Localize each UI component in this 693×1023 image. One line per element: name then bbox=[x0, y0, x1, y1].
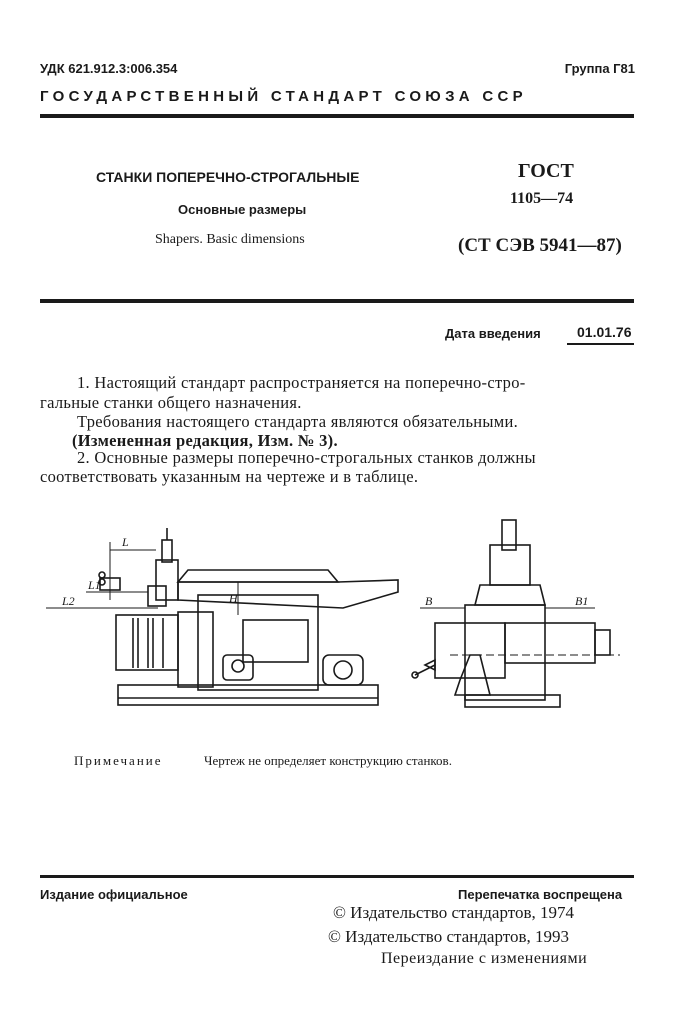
intro-date-label: Дата введения bbox=[445, 326, 541, 341]
top-rule bbox=[40, 114, 634, 118]
date-underline bbox=[567, 343, 634, 345]
official-edition: Издание официальное bbox=[40, 887, 188, 902]
dimension-label-h: H bbox=[229, 591, 238, 605]
paragraph-1-line-2: гальные станки общего назначения. bbox=[40, 393, 302, 412]
note-text: Чертеж не определяет конструкцию станков. bbox=[204, 753, 452, 768]
copyright-1993: © Издательство стандартов, 1993 bbox=[328, 927, 569, 946]
paragraph-3-line-1: 2. Основные размеры поперечно-строгальных станков должны bbox=[77, 448, 536, 467]
group-code: Группа Г81 bbox=[564, 61, 635, 76]
amendment-note: (Измененная редакция, Изм. № 3). bbox=[72, 431, 338, 450]
document-title: СТАНКИ ПОПЕРЕЧНО-СТРОГАЛЬНЫЕ bbox=[96, 169, 360, 185]
paragraph-2: Требования настоящего стандарта являются обязательными. bbox=[77, 412, 519, 431]
paragraph-3-line-2: соответствовать указанным на чертеже и в таблице. bbox=[40, 467, 419, 486]
sev-reference: (СТ СЭВ 5941—87) bbox=[458, 235, 622, 256]
dimension-label-l2: L2 bbox=[62, 594, 75, 608]
document-subtitle: Основные размеры bbox=[178, 202, 307, 217]
bottom-rule bbox=[40, 875, 634, 878]
copyright-1974: © Издательство стандартов, 1974 bbox=[333, 903, 574, 922]
note-label: Примечание bbox=[74, 753, 163, 768]
shaper-side-view-drawing bbox=[38, 520, 408, 720]
middle-rule bbox=[40, 299, 634, 303]
english-title: Shapers. Basic dimensions bbox=[155, 232, 305, 247]
shaper-front-view-drawing bbox=[410, 515, 625, 720]
dimension-label-b1: B1 bbox=[575, 594, 589, 608]
dimension-label-l1: L1 bbox=[88, 578, 101, 592]
gost-number: 1105—74 bbox=[510, 190, 574, 207]
paragraph-1-line-1: 1. Настоящий стандарт распространяется на поперечно-стро- bbox=[77, 373, 526, 392]
dimension-label-l: L bbox=[122, 535, 129, 549]
udk-code: УДК 621.912.3:006.354 bbox=[40, 61, 178, 76]
dimension-label-b: B bbox=[425, 594, 433, 608]
organization-header: ГОСУДАРСТВЕННЫЙ СТАНДАРТ СОЮЗА ССР bbox=[40, 88, 527, 105]
intro-date-value: 01.01.76 bbox=[577, 324, 632, 340]
reprint-prohibited: Перепечатка воспрещена bbox=[458, 887, 623, 902]
reissue-note: Переиздание с изменениями bbox=[381, 950, 588, 967]
gost-label: ГОСТ bbox=[518, 160, 574, 182]
